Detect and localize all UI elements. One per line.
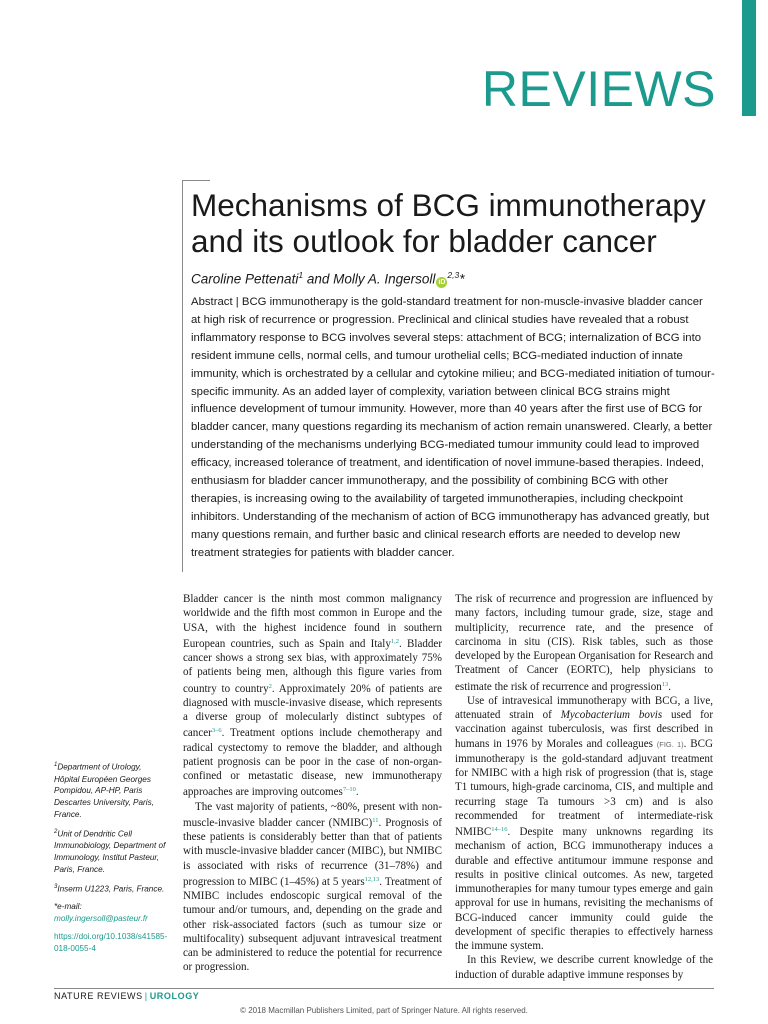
author-line bbox=[191, 266, 731, 289]
footer-rule bbox=[54, 988, 714, 989]
body-text: The vast majority of patients, ~80%, present with non-muscle-invasive bladder cancer (NMIBC) bbox=[183, 800, 442, 829]
header-accent-bar bbox=[742, 0, 756, 116]
body-paragraph bbox=[183, 592, 442, 800]
section-header: REVIEWS bbox=[481, 61, 716, 117]
journal-title: NATURE REVIEWS bbox=[54, 991, 143, 1001]
abstract-text: BCG immunotherapy is the gold-standard treatment for non-muscle-invasive bladder cancer at high risk of recurrence or progression. Preclinical and clinical studies have revealed that a robust inflammatory response to BCG involves several steps: attachment of BCG; internalization of BCG into resident immune cells, normal cells, and tumour urothelial cells; BCG-mediated induction of innate immunity, which is orchestrated by a cellular and cytokine milieu; and BCG-mediated initiation of tumour-specific immunity. As an added layer of complexity, variation between clinical BCG strains might influence development of tumour immunity. However, more than 40 years after the first use of BCG for bladder cancer, many questions regarding its mechanism of action remain unanswered. Clearly, a better understanding of the mechanisms underlying BCG-mediated tumour immunity could lead to improved efficacy, increased tolerance of treatment, and identification of novel immune-based therapies. Indeed, enthusiasm for bladder cancer immunotherapy, and the possibility of combining BCG with other therapies, is increasing owing to the availability of targeted immunotherapies, including checkpoint inhibitors. Understanding of the mechanism of action of BCG immunotherapy has advanced greatly, but many questions remain, and further basic and clinical research efforts are needed to develop new treatment strategies for patients with bladder cancer. bbox=[191, 296, 715, 559]
species-name: Mycobacterium bovis bbox=[560, 709, 663, 721]
body-column-left bbox=[183, 592, 442, 975]
affiliation-text: Department of Urology, Hôpital Européen Georges Pompidou, AP-HP, Paris Descartes University, Paris, France. bbox=[54, 762, 154, 819]
corresponding-mark: * bbox=[459, 271, 465, 287]
affiliation-number: 2 bbox=[54, 828, 58, 835]
affiliation bbox=[54, 760, 166, 821]
affiliation-number: 3 bbox=[54, 883, 58, 890]
email-link[interactable]: molly.ingersoll@pasteur.fr bbox=[54, 913, 148, 923]
citation-ref[interactable]: 11 bbox=[372, 816, 379, 824]
body-text: The risk of recurrence and progression are influenced by many factors, including tumour grade, size, stage and multiplicity, recurrence rate, and the presence of carcinoma in situ (CIS). Risk tables, such as those developed by the European Organisation for Research and Treatment of Cancer (EORTC), help physicians to estimate the risk of recurrence and progression bbox=[455, 593, 713, 693]
journal-name bbox=[54, 991, 199, 1001]
figure-link[interactable]: (FIG. 1) bbox=[656, 739, 684, 749]
abstract-separator: | bbox=[232, 296, 242, 308]
affiliations bbox=[54, 760, 166, 954]
body-text: used for vaccination against tuberculosis, was first described in humans in 1976 by Morales and colleagues bbox=[455, 709, 714, 750]
body-column-right bbox=[455, 592, 713, 982]
citation-ref[interactable]: 1,2 bbox=[390, 637, 400, 645]
citation-ref[interactable]: 13 bbox=[661, 680, 669, 688]
affiliation-number: 1 bbox=[54, 762, 58, 768]
affiliation bbox=[54, 882, 166, 896]
citation-ref[interactable]: 7–10 bbox=[342, 786, 356, 794]
body-text: . Treatment options include chemotherapy and radical cystectomy to remove the bladder, and although patient prognosis can be poor in the case of non-organ-confined or metastatic disease, new immunotherapy approaches are improving outcomes bbox=[183, 727, 442, 799]
abstract bbox=[191, 294, 715, 563]
author-conjunction: and bbox=[303, 271, 334, 287]
body-paragraph: In this Review, we describe current knowledge of the induction of durable adaptive immune responses by bbox=[455, 954, 713, 981]
doi-link[interactable]: https://doi.org/10.1038/s41585-018-0055-4 bbox=[54, 931, 168, 953]
body-text: Use of intravesical immunotherapy with BCG, a live, attenuated strain of bbox=[455, 694, 713, 721]
body-text: . Despite many unknowns regarding its mechanism of action, BCG immunotherapy induces a durable and effective antitumour immune response and results in positive clinical outcomes. As new, targeted immunotherapies for many tumour types emerge and gain approval for use in humans, revisiting the mechanisms of BCG-induced cancer immunity could guide the development of specific therapies to effectively harness the immune system. bbox=[455, 826, 713, 952]
journal-section: UROLOGY bbox=[149, 991, 200, 1001]
affiliation-ref: 1 bbox=[298, 270, 304, 280]
copyright: © 2018 Macmillan Publishers Limited, part of Springer Nature. All rights reserved. bbox=[240, 1006, 528, 1015]
body-paragraph bbox=[455, 592, 713, 694]
author-name[interactable]: Caroline Pettenati bbox=[191, 271, 299, 287]
body-text: . bbox=[355, 786, 359, 799]
body-text: . Approximately 20% of patients are diagnosed with muscle-invasive disease, which represents a diverse group of molecularly distinct subtypes of cancer bbox=[183, 682, 442, 740]
body-paragraph bbox=[455, 694, 713, 954]
title-frame-rule bbox=[182, 180, 183, 572]
body-text: . Treatment of NMIBC includes endoscopic surgical removal of the tumour and/or tumours, and, depending on the grade and other risk-associated factors (such as tumour size or multifocality) subsequent adjuvant intravesical treatment can be administered to reduce the potential for recurrence or progression. bbox=[183, 875, 442, 974]
orcid-icon[interactable]: iD bbox=[438, 278, 446, 286]
article-title: Mechanisms of BCG immunotherapy and its outlook for bladder cancer bbox=[191, 187, 706, 259]
affiliation bbox=[54, 827, 166, 876]
citation-ref[interactable]: 12,13 bbox=[364, 875, 380, 883]
citation-ref[interactable]: 14–16 bbox=[491, 826, 508, 833]
affiliation-ref: 2,3 bbox=[447, 270, 460, 280]
journal-separator: | bbox=[144, 991, 148, 1001]
body-text: . Prognosis of these patients is considerably better than that of patients with muscle-invasive bladder cancer (MIBC), but NMIBC is associated with risks of recurrence (31–78%) and progression to MIBC (1–45%) at 5 years bbox=[183, 816, 442, 888]
email-line bbox=[54, 901, 166, 925]
body-text: Bladder cancer is the ninth most common malignancy worldwide and the fifth most common in Europe and the USA, with the highest incidence found in southern European countries, such as Spain and Italy bbox=[183, 593, 442, 650]
body-text: . Bladder cancer shows a strong sex bias, with approximately 75% of patients being men, although this figure varies from country to country bbox=[183, 637, 442, 695]
body-paragraph bbox=[183, 800, 442, 975]
affiliation-text: Unit of Dendritic Cell Immunobiology, Department of Immunology, Institut Pasteur, Paris, France. bbox=[54, 829, 166, 874]
author-name[interactable]: Molly A. Ingersoll bbox=[333, 271, 436, 287]
body-text: . BCG immunotherapy is the gold-standard adjuvant treatment for NMIBC with a high risk of progression (that is, stage T1 tumours, high-grade carcinoma, CIS, and multiple and recurring stage Ta tumours >3 cm) and is also recommended for treatment of intermediate-risk NMIBC bbox=[455, 737, 713, 838]
citation-ref[interactable]: 2 bbox=[268, 682, 272, 690]
title-frame-top-rule bbox=[182, 180, 210, 181]
affiliation-text: Inserm U1223, Paris, France. bbox=[57, 884, 165, 894]
citation-ref[interactable]: 3–6 bbox=[211, 727, 222, 735]
email-label: *e-mail: bbox=[54, 902, 82, 912]
abstract-label: Abstract bbox=[191, 296, 233, 308]
body-text: . bbox=[668, 680, 672, 693]
